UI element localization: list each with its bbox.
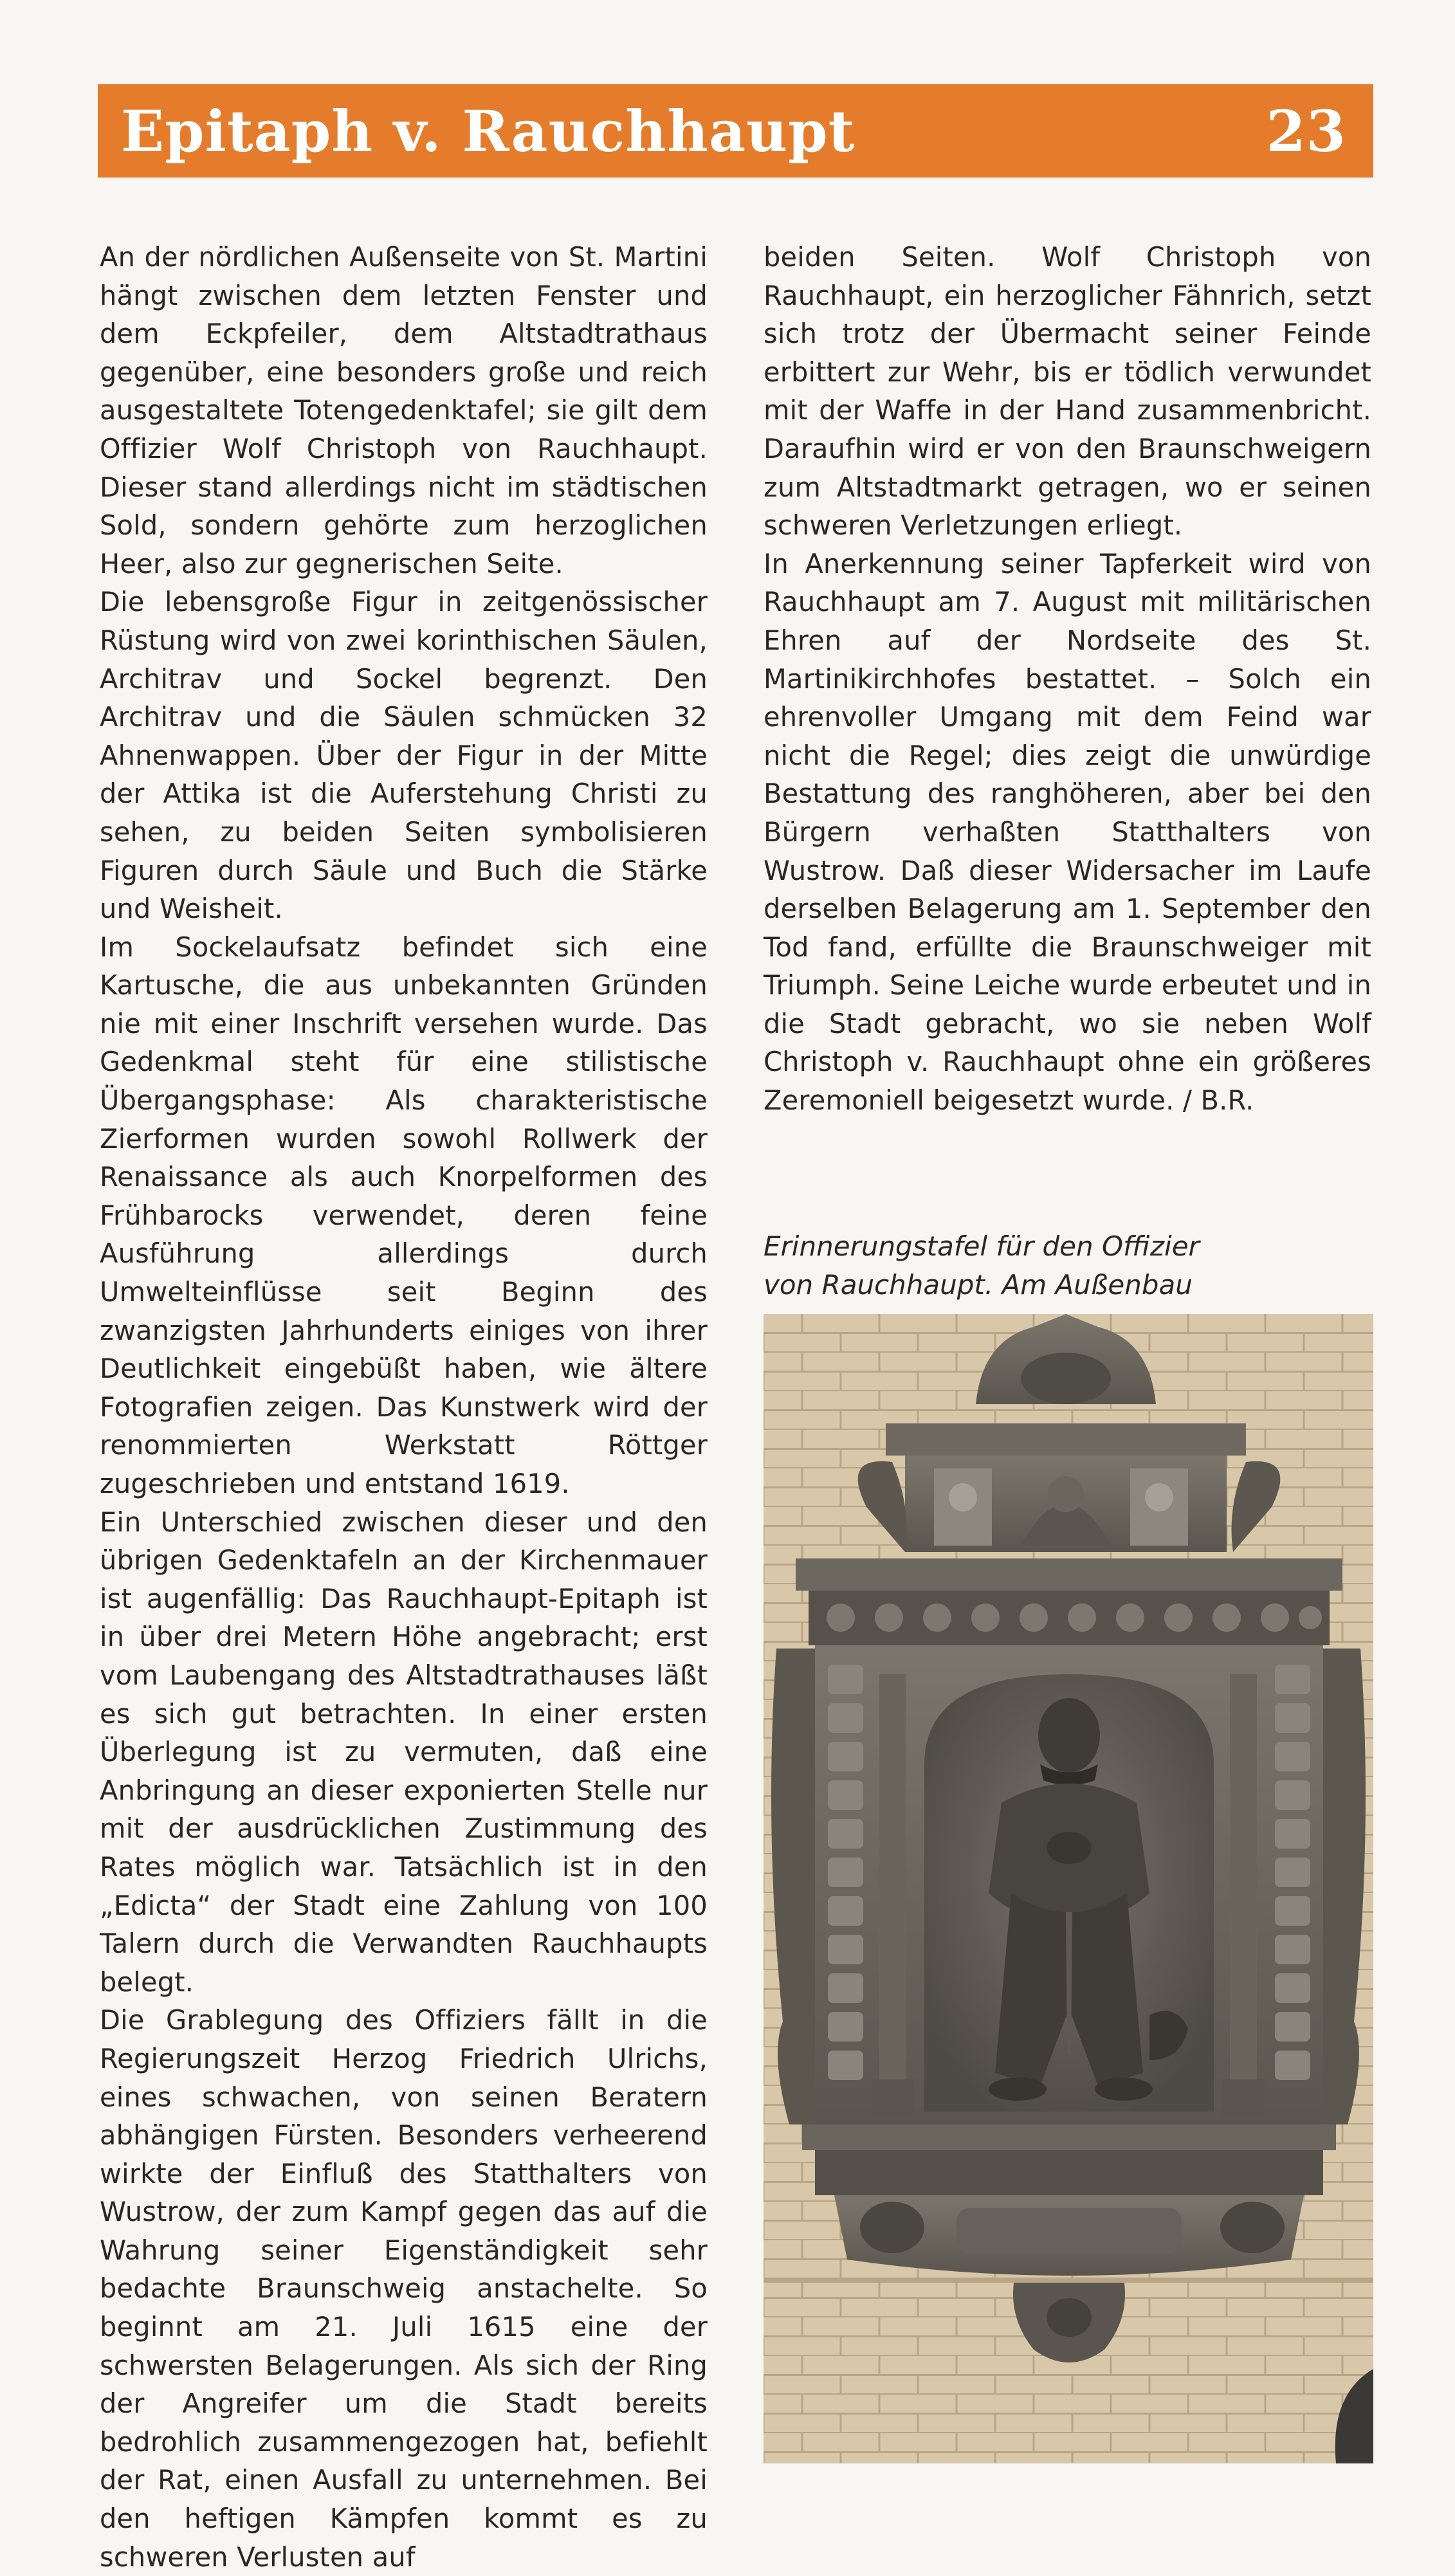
- right-column-pillar: [1230, 1674, 1257, 2086]
- paragraph: Ein Unterschied zwischen dieser und den übrigen Gedenktafeln an der Kirchenmauer ist augenfällig: Das Rauchhaupt-Epitaph ist in über drei Metern Höhe angebracht; erst vom Laubengang des Altstadtrathauses läßt es sich gut betrachten. In einer ersten Überlegung ist zu vermuten, daß eine Anbringung an dieser exponierten Stelle nur mit der ausdrücklichen Zustimmung des Rates möglich war. Tatsächlich ist in den „Edicta“ der Stadt eine Zahlung von 100 Talern durch die Verwandten Rauchhaupts belegt.: [100, 1506, 708, 1998]
- left-column-pillar: [879, 1674, 906, 2086]
- architrave: [796, 1558, 1342, 1591]
- caption-line: von Rauchhaupt. Am Außenbau: [764, 1269, 1193, 1301]
- caption-line: Erinnerungstafel für den Offizier: [764, 1230, 1200, 1262]
- right-column: [764, 238, 1371, 1120]
- left-column: [100, 238, 708, 2576]
- epitaph-photo: [764, 1314, 1373, 2463]
- paragraph: Die lebensgroße Figur in zeitgenössischer Rüstung wird von zwei korinthischen Säulen, Architrav und Sockel begrenzt. Den Architrav und die Säulen schmücken 32 Ahnenwappen. Über der Figur in der Mitte der Attika ist die Auferstehung Christi zu sehen, zu beiden Seiten symbolisieren Figuren durch Säule und Buch die Stärke und Weisheit.: [100, 586, 708, 925]
- paragraph: An der nördlichen Außenseite von St. Martini hängt zwischen dem letzten Fenster und dem Eckpfeiler, dem Altstadtrathaus gegenüber, eine besonders große und reich ausgestaltete Totengedenktafel; sie gilt dem Offizier Wolf Christoph von Rauchhaupt. Dieser stand allerdings nicht im städtischen Sold, sondern gehörte zum herzoglichen Heer, also zur gegnerischen Seite.: [100, 241, 708, 580]
- paragraph-text: In Anerkennung seiner Tapferkeit wird von Rauchhaupt am 7. August mit militärischen Ehren auf der Nordseite des St. Martinikirchhofes bestattet. – Solch ein ehrenvoller Umgang mit dem Feind war nicht die Regel; dies zeigt die unwürdige Bestattung des ranghöheren, aber bei den Bürgern verhaßten Statthalters von Wustrow. Daß dieser Widersacher im Laufe derselben Belagerung am 1. September den Tod fand, erfüllte die Braunschweiger mit Triumph. Seine Leiche wurde erbeutet und in die Stadt gebracht, wo sie neben Wolf Christoph v. Rauchhaupt ohne ein größeres Zeremoniell beigesetzt wurde.: [764, 547, 1371, 1117]
- page-number: 23: [1266, 97, 1346, 165]
- left-scroll: [771, 1649, 821, 2124]
- paragraph-text: beiden Seiten. Wolf Christoph von Rauchhaupt, ein herzoglicher Fähnrich, setzt sich trotz der Übermacht seiner Feinde erbittert zur Wehr, bis er tödlich verwundet mit der Waffe in der Hand zusammenbricht. Daraufhin wird er von den Braunschweigern zum Altstadtmarkt getragen, wo er seinen schweren Verletzungen erliegt.: [764, 241, 1371, 542]
- paragraph: [764, 238, 1371, 545]
- page-title: Epitaph v. Rauchhaupt: [121, 97, 856, 165]
- paragraph: Im Sockelaufsatz befindet sich eine Kartusche, die aus unbekannten Gründen nie mit einer Inschrift versehen wurde. Das Gedenkmal steht für eine stilistische Übergangsphase: Als charakteristische Zierformen wurden sowohl Rollwerk der Renaissance als auch Knorpelformen des Frühbarocks verwendet, deren feine Ausführung allerdings durch Umwelteinflüsse seit Beginn des zwanzigsten Jahrhunderts einiges von ihrer Deutlichkeit eingebüßt haben, wie ältere Fotografien zeigen. Das Kunstwerk wird der renommierten Werkstatt Röttger zugeschrieben und entstand 1619.: [100, 931, 708, 1499]
- lower-cornice: [802, 2124, 1336, 2150]
- attic-cornice: [886, 1423, 1246, 1456]
- paragraph: Die Grablegung des Offiziers fällt in die Regierungszeit Herzog Friedrich Ulrichs, eines schwachen, von seinen Beratern abhängigen Fürsten. Besonders verheerend wirkte der Einfluß des Statthalters von Wustrow, der zum Kampf gegen das auf die Wahrung seiner Eigenständigkeit sehr bedachte Braunschweig anstachelte. So beginnt am 21. Juli 1615 eine der schwersten Belagerungen. Als sich der Ring der Angreifer um die Stadt bereits bedrohlich zusammengezogen hat, befiehlt der Rat, einen Ausfall zu unternehmen. Bei den heftigen Kämpfen kommt es zu schweren Verlusten auf: [100, 2004, 708, 2573]
- paragraph: [764, 545, 1371, 1120]
- author-initials: / B.R.: [1182, 1084, 1254, 1117]
- page-header: [98, 84, 1373, 178]
- epitaph-illustration: [764, 1314, 1373, 2463]
- figure-caption: [764, 1227, 1375, 1304]
